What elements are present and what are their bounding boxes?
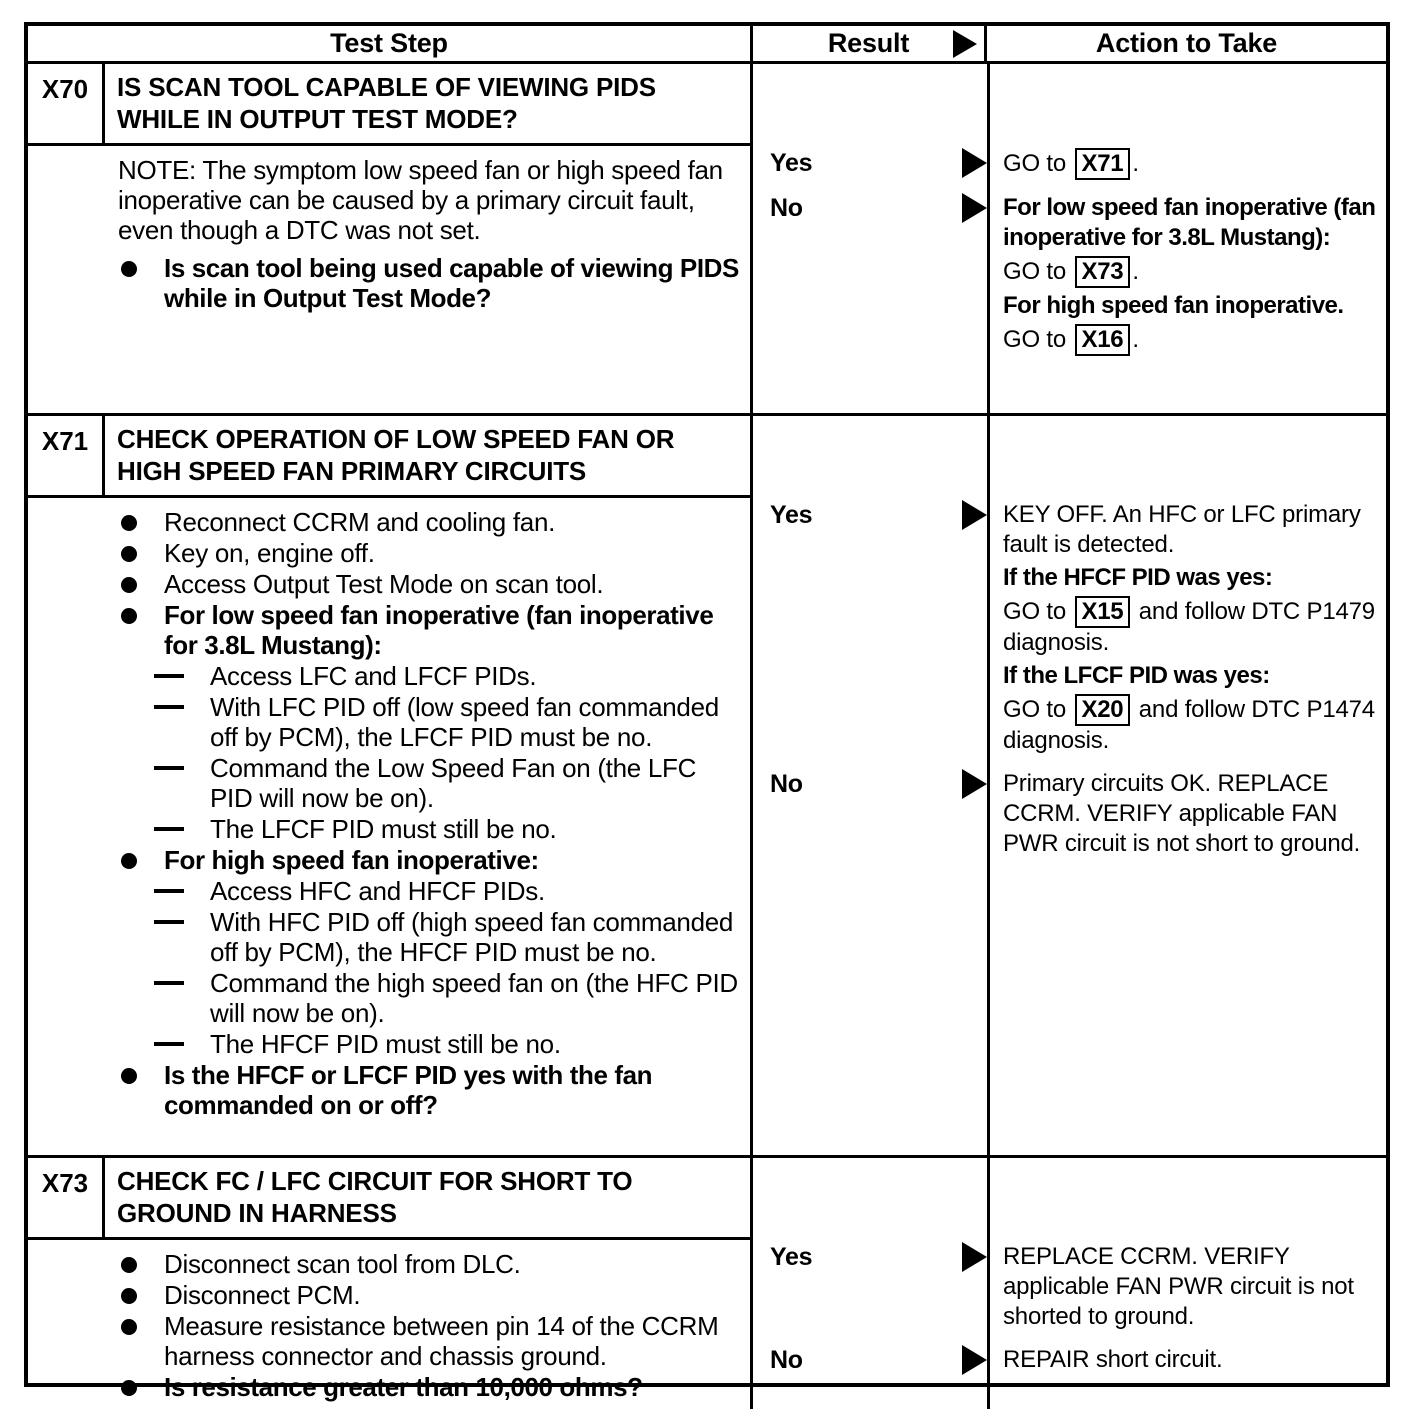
result-label: No xyxy=(770,770,803,798)
action-line xyxy=(1003,694,1382,756)
step-item xyxy=(118,1311,744,1371)
step-item xyxy=(118,661,744,691)
step-body xyxy=(28,1240,750,1409)
step-title: IS SCAN TOOL CAPABLE OF VIEWING PIDS WHILE IN OUTPUT TEST MODE? xyxy=(117,72,656,134)
action-text: For low speed fan inoperative (fan inoperative for 3.8L Mustang): xyxy=(1003,194,1376,251)
bullet-icon xyxy=(121,515,137,531)
test-step-row xyxy=(28,1158,1386,1409)
step-item xyxy=(118,692,744,752)
result-label-cell xyxy=(753,1345,990,1378)
result-block xyxy=(753,148,1386,183)
result-label: Yes xyxy=(770,1243,813,1271)
action-cell xyxy=(990,1242,1386,1335)
step-id: X73 xyxy=(28,1158,105,1237)
action-line xyxy=(1003,596,1382,658)
action-text: REPAIR short circuit. xyxy=(1003,1346,1223,1373)
step-heading xyxy=(28,64,750,146)
action-text: If the LFCF PID was yes: xyxy=(1003,662,1270,689)
test-step-cell xyxy=(28,416,753,1155)
step-title: CHECK OPERATION OF LOW SPEED FAN OR HIGH SPEED FAN PRIMARY CIRCUITS xyxy=(117,424,675,486)
table-rows xyxy=(28,64,1386,1402)
step-body xyxy=(28,498,750,1127)
result-arrow-icon xyxy=(962,193,987,223)
dash-icon xyxy=(154,981,184,985)
action-text: . xyxy=(1132,326,1139,353)
action-text: KEY OFF. An HFC or LFC primary fault is detected. xyxy=(1003,501,1361,558)
action-text: GO to xyxy=(1003,326,1073,353)
result-block xyxy=(753,1345,1386,1378)
dash-icon xyxy=(154,889,184,893)
action-cell xyxy=(990,193,1386,359)
action-line xyxy=(1003,563,1382,593)
result-arrow-icon xyxy=(962,500,987,530)
bullet-icon xyxy=(121,1288,137,1304)
action-line xyxy=(1003,661,1382,691)
result-label: Yes xyxy=(770,501,813,529)
go-to-ref: X20 xyxy=(1075,694,1131,726)
result-label-cell xyxy=(753,148,990,183)
step-item-text: Is the HFCF or LFCF PID yes with the fan commanded on or off? xyxy=(164,1060,653,1120)
step-item-text: Is scan tool being used capable of viewing PIDS while in Output Test Mode? xyxy=(164,253,739,313)
step-item-text: Command the Low Speed Fan on (the LFC PID will now be on). xyxy=(210,753,697,813)
step-heading xyxy=(28,1158,750,1240)
test-step-row xyxy=(28,416,1386,1158)
test-step-row xyxy=(28,64,1386,416)
go-to-ref: X16 xyxy=(1075,324,1131,356)
go-to-ref: X15 xyxy=(1075,596,1131,628)
action-line xyxy=(1003,1345,1382,1375)
step-item xyxy=(118,1372,744,1402)
result-block xyxy=(753,769,1386,862)
step-item-text: Key on, engine off. xyxy=(164,538,375,568)
result-arrow-icon xyxy=(962,769,987,799)
result-block xyxy=(753,193,1386,359)
column-divider xyxy=(987,416,990,1155)
action-text: For high speed fan inoperative. xyxy=(1003,292,1344,319)
step-id: X70 xyxy=(28,64,105,143)
action-text: . xyxy=(1132,150,1139,177)
bullet-icon xyxy=(121,1380,137,1396)
result-block xyxy=(753,500,1386,759)
action-line xyxy=(1003,769,1382,859)
step-item-text: NOTE: The symptom low speed fan or high speed fan inoperative can be caused by a primary circuit fault, even though a DTC was not set. xyxy=(118,155,723,245)
header-cell-action-to-take xyxy=(987,26,1386,61)
result-label-cell xyxy=(753,500,990,759)
column-divider xyxy=(987,1158,990,1409)
action-cell xyxy=(990,500,1386,759)
header-label-result: Result xyxy=(827,28,910,58)
step-item-text: Access Output Test Mode on scan tool. xyxy=(164,569,604,599)
dash-icon xyxy=(154,920,184,924)
bullet-icon xyxy=(121,608,137,624)
header-cell-test-step xyxy=(28,26,753,61)
dash-icon xyxy=(154,827,184,831)
action-line xyxy=(1003,193,1382,253)
action-text: Primary circuits OK. REPLACE CCRM. VERIFY applicable FAN PWR circuit is not short to ground. xyxy=(1003,770,1361,857)
step-item xyxy=(118,814,744,844)
result-action-area xyxy=(753,416,1386,1155)
result-label-cell xyxy=(753,1242,990,1335)
step-item-text: Access HFC and HFCF PIDs. xyxy=(210,876,545,906)
step-item xyxy=(118,845,744,875)
bullet-icon xyxy=(121,853,137,869)
step-id: X71 xyxy=(28,416,105,495)
step-item xyxy=(118,907,744,967)
action-text: and follow DTC P1479 diagnosis. xyxy=(1003,598,1375,656)
bullet-icon xyxy=(121,1319,137,1335)
step-item-text: With LFC PID off (low speed fan commanded off by PCM), the LFCF PID must be no. xyxy=(210,692,719,752)
action-text: GO to xyxy=(1003,696,1073,723)
go-to-ref: X73 xyxy=(1075,256,1131,288)
action-text: GO to xyxy=(1003,150,1073,177)
header-label-action-to-take: Action to Take xyxy=(1095,28,1278,58)
column-divider xyxy=(987,64,990,413)
step-item-text: Access LFC and LFCF PIDs. xyxy=(210,661,537,691)
bullet-icon xyxy=(121,1257,137,1273)
step-item-text: For high speed fan inoperative: xyxy=(164,845,539,875)
result-header-arrow-icon xyxy=(953,30,977,58)
step-item-text: Command the high speed fan on (the HFC PID will now be on). xyxy=(210,968,738,1028)
dash-icon xyxy=(154,705,184,709)
dash-icon xyxy=(154,674,184,678)
bullet-icon xyxy=(121,546,137,562)
dash-icon xyxy=(154,766,184,770)
step-item xyxy=(118,1249,744,1279)
result-label: Yes xyxy=(770,149,813,177)
action-line xyxy=(1003,291,1382,321)
result-arrow-icon xyxy=(962,1345,987,1375)
action-line xyxy=(1003,256,1382,288)
action-cell xyxy=(990,1345,1386,1378)
step-item xyxy=(118,1280,744,1310)
result-label: No xyxy=(770,194,803,222)
action-text: . xyxy=(1132,258,1139,285)
step-title: CHECK FC / LFC CIRCUIT FOR SHORT TO GROUND IN HARNESS xyxy=(117,1166,633,1228)
go-to-ref: X71 xyxy=(1075,148,1131,180)
action-cell xyxy=(990,148,1386,183)
result-label: No xyxy=(770,1346,803,1374)
step-item-text: For low speed fan inoperative (fan inoperative for 3.8L Mustang): xyxy=(164,600,714,660)
step-item xyxy=(118,569,744,599)
step-item-text: The HFCF PID must still be no. xyxy=(210,1029,561,1059)
step-item xyxy=(118,253,744,313)
step-item xyxy=(118,876,744,906)
test-step-cell xyxy=(28,64,753,413)
header-cell-result xyxy=(753,26,987,61)
step-item-text: Reconnect CCRM and cooling fan. xyxy=(164,507,556,537)
result-label-cell xyxy=(753,769,990,862)
step-item-text: Disconnect scan tool from DLC. xyxy=(164,1249,521,1279)
action-text: and follow DTC P1474 diagnosis. xyxy=(1003,696,1375,754)
action-line xyxy=(1003,1242,1382,1332)
result-action-area xyxy=(753,64,1386,413)
action-text: GO to xyxy=(1003,258,1073,285)
result-block xyxy=(753,1242,1386,1335)
action-text: GO to xyxy=(1003,598,1073,625)
result-label-cell xyxy=(753,193,990,359)
action-text: If the HFCF PID was yes: xyxy=(1003,564,1273,591)
step-item xyxy=(118,507,744,537)
step-item-text: The LFCF PID must still be no. xyxy=(210,814,557,844)
step-item-text: Disconnect PCM. xyxy=(164,1280,361,1310)
step-item xyxy=(118,968,744,1028)
step-item xyxy=(118,600,744,660)
action-cell xyxy=(990,769,1386,862)
header-label-test-step: Test Step xyxy=(330,28,448,58)
step-item-text: Measure resistance between pin 14 of the CCRM harness connector and chassis ground. xyxy=(164,1311,719,1371)
action-line xyxy=(1003,324,1382,356)
step-heading xyxy=(28,416,750,498)
step-item xyxy=(118,1060,744,1120)
result-action-area xyxy=(753,1158,1386,1409)
step-body xyxy=(28,146,750,320)
action-text: REPLACE CCRM. VERIFY applicable FAN PWR circuit is not shorted to ground. xyxy=(1003,1243,1354,1330)
step-item xyxy=(118,1029,744,1059)
result-arrow-icon xyxy=(962,1242,987,1272)
table-header-row xyxy=(28,26,1386,64)
bullet-icon xyxy=(121,1068,137,1084)
step-item-text: With HFC PID off (high speed fan commanded off by PCM), the HFCF PID must be no. xyxy=(210,907,734,967)
dash-icon xyxy=(154,1042,184,1046)
action-line xyxy=(1003,500,1382,560)
step-item-text: Is resistance greater than 10,000 ohms? xyxy=(164,1372,643,1402)
step-item xyxy=(118,155,744,245)
step-item xyxy=(118,753,744,813)
step-item xyxy=(118,538,744,568)
bullet-icon xyxy=(121,261,137,277)
result-arrow-icon xyxy=(962,148,987,178)
test-step-cell xyxy=(28,1158,753,1409)
bullet-icon xyxy=(121,577,137,593)
pinpoint-test-table xyxy=(24,22,1390,1402)
action-line xyxy=(1003,148,1382,180)
